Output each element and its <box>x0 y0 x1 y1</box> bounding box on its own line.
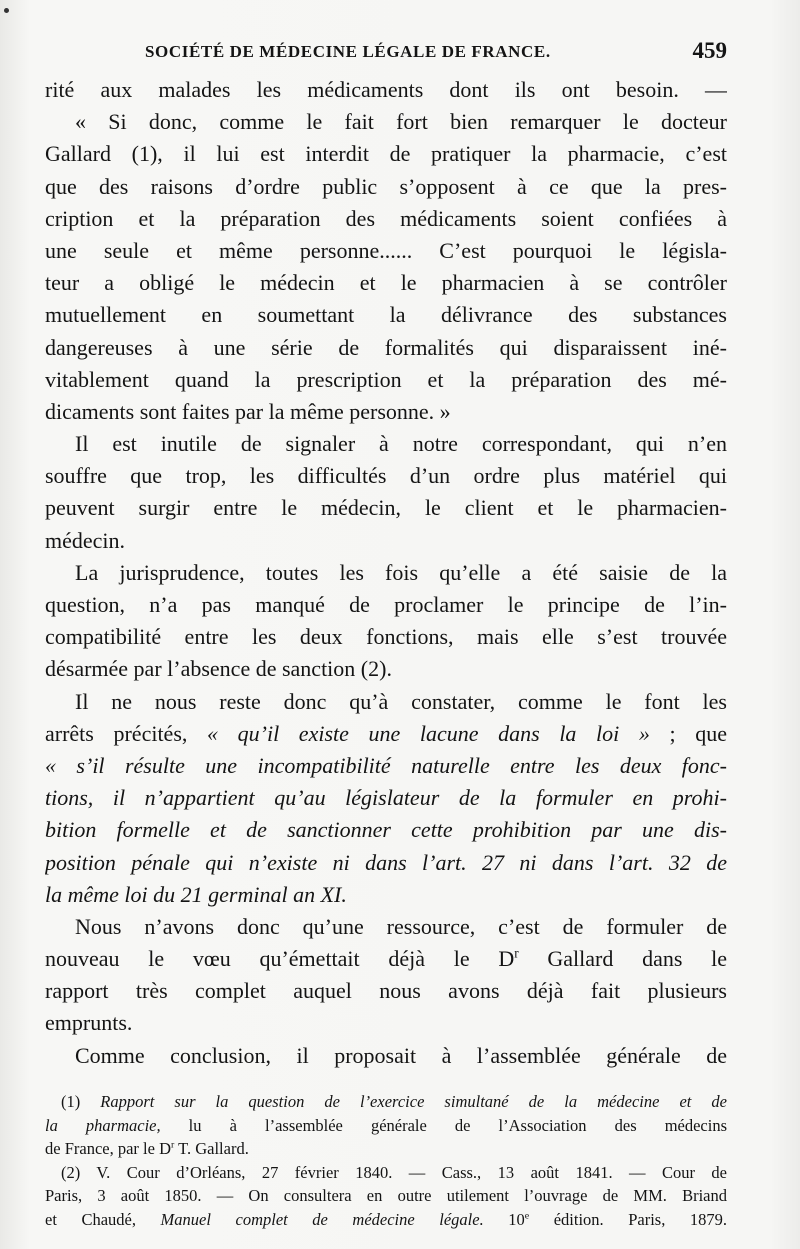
text-line: mutuellement en soumettant la délivrance des substances <box>45 302 727 328</box>
text-line <box>45 718 727 750</box>
text-line: dangereuses à une série de formalités qui disparaissent iné- <box>45 334 727 360</box>
running-title: SOCIÉTÉ DE MÉDECINE LÉGALE DE FRANCE. <box>145 42 551 61</box>
text-line: peuvent surgir entre le médecin, le client et le pharmacien- <box>45 495 727 521</box>
text-line: dicaments sont faites par la même personne. » <box>45 398 451 424</box>
footnote-line: (2) V. Cour d’Orléans, 27 février 1840. — Cass., 13 août 1841. — Cour de <box>61 1162 727 1182</box>
footnote-run: lu à l’assemblée générale de l’Association des médecins <box>160 1115 727 1135</box>
footnote-run: de France, par le D <box>45 1139 171 1158</box>
text-run: Gallard dans le <box>518 946 727 972</box>
text-line: teur a obligé le médecin et le pharmacien à se contrôler <box>45 270 727 296</box>
footnote-line <box>45 1090 727 1114</box>
text-line: une seule et même personne...... C’est pourquoi le législa- <box>45 237 727 263</box>
body-text <box>45 74 727 1072</box>
running-header <box>45 38 727 68</box>
text-line: Comme conclusion, il proposait à l’assemblée générale de <box>75 1042 727 1068</box>
text-line: emprunts. <box>45 1010 133 1036</box>
superscript: r <box>170 1139 175 1151</box>
text-line <box>45 943 727 975</box>
quoted-italic-line: « s’il résulte une incompatibilité naturelle entre les deux fonc- <box>45 752 727 778</box>
text-line: que des raisons d’ordre public s’opposent à ce que la pres- <box>45 173 727 199</box>
text-line: cription et la préparation des médicaments soient confiées à <box>45 205 727 231</box>
quoted-italic-run: « qu’il existe une lacune dans la loi » <box>207 720 650 746</box>
text-line: Nous n’avons donc qu’une ressource, c’est de formuler de <box>75 913 727 939</box>
superscript: r <box>514 945 519 961</box>
footnote-number: (1) <box>61 1092 101 1111</box>
text-line: vitablement quand la prescription et la préparation des mé- <box>45 366 727 392</box>
footnote-italic-run: Manuel complet de médecine légale. <box>160 1209 484 1229</box>
footnotes <box>45 1090 727 1231</box>
footnote-run: édition. Paris, 1879. <box>529 1209 727 1229</box>
superscript: e <box>524 1210 530 1221</box>
quoted-italic-line: la même loi du 21 germinal an XI. <box>45 881 347 907</box>
quoted-italic-line: tions, il n’appartient qu’au législateur de la formuler en prohi- <box>45 785 727 811</box>
footnote-run: T. Gallard. <box>174 1139 249 1158</box>
text-run: nouveau le vœu qu’émettait déjà le D <box>45 946 515 972</box>
page-number: 459 <box>692 38 727 63</box>
footnote-line <box>45 1137 727 1161</box>
footnote-italic-run: Rapport sur la question de l’exercice simultané de la médecine et de <box>100 1092 727 1111</box>
footnote-italic-run: la pharmacie, <box>45 1115 161 1135</box>
text-line: « Si donc, comme le fait fort bien remarquer le docteur <box>75 109 727 135</box>
quoted-italic-line: position pénale qui n’existe ni dans l’art. 27 ni dans l’art. 32 de <box>45 849 727 875</box>
text-line: Il ne nous reste donc qu’à constater, comme le font les <box>75 688 727 714</box>
text-line: question, n’a pas manqué de proclamer le principe de l’in- <box>45 592 727 617</box>
text-line: désarmée par l’absence de sanction (2). <box>45 656 392 682</box>
text-line: La jurisprudence, toutes les fois qu’elle a été saisie de la <box>75 559 727 585</box>
footnote-line <box>45 1114 727 1138</box>
text-line: rité aux malades les médicaments dont ils ont besoin. — <box>45 77 727 102</box>
quoted-italic-line: bition formelle et de sanctionner cette prohibition par une dis- <box>45 817 727 843</box>
footnote-run: et Chaudé, <box>45 1209 161 1229</box>
text-line: Gallard (1), il lui est interdit de pratiquer la pharmacie, c’est <box>45 141 727 167</box>
text-line: médecin. <box>45 527 126 553</box>
text-line: Il est inutile de signaler à notre correspondant, qui n’en <box>75 431 727 457</box>
footnote-line <box>45 1208 727 1232</box>
ink-speck <box>4 8 9 13</box>
text-run: arrêts précités, <box>45 720 188 746</box>
footnote-run: 10 <box>483 1209 525 1229</box>
text-run: ; que <box>669 720 727 746</box>
footnote-line: Paris, 3 août 1850. — On consultera en outre utilement l’ouvrage de MM. Briand <box>45 1186 727 1205</box>
text-line: rapport très complet auquel nous avons déjà fait plusieurs <box>45 978 727 1004</box>
text-line: compatibilité entre les deux fonctions, mais elle s’est trouvée <box>45 624 727 650</box>
text-line: souffre que trop, les difficultés d’un ordre plus matériel qui <box>45 463 727 489</box>
